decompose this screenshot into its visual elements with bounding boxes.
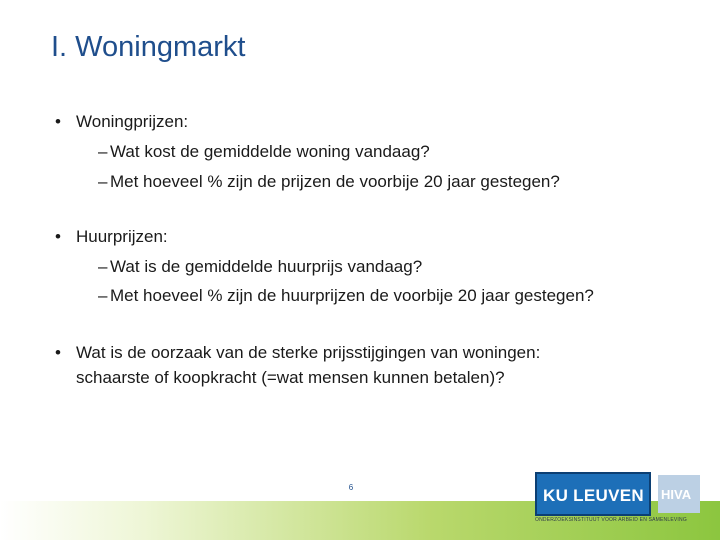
bullet-text-line-2: schaarste of koopkracht (=wat mensen kunnen betalen)? bbox=[76, 368, 505, 387]
ku-leuven-hiva-logo bbox=[535, 472, 701, 523]
ku-leuven-logo-text: KU LEUVEN bbox=[543, 486, 644, 505]
subitem-text: Met hoeveel % zijn de prijzen de voorbije 20 jaar gestegen? bbox=[110, 172, 560, 191]
subitem-text: Met hoeveel % zijn de huurprijzen de voorbije 20 jaar gestegen? bbox=[110, 286, 594, 305]
bullet-marker: • bbox=[55, 343, 61, 362]
hiva-logo bbox=[658, 475, 700, 513]
subitem-marker: – bbox=[98, 172, 108, 191]
page-number: 6 bbox=[348, 483, 354, 492]
bullet-marker: • bbox=[55, 227, 61, 246]
hiva-logo-text: HIVA bbox=[661, 487, 692, 502]
subitem-marker: – bbox=[98, 142, 108, 161]
logo-tagline: ONDERZOEKSINSTITUUT VOOR ARBEID EN SAMENLEVING bbox=[535, 517, 687, 523]
subitem-marker: – bbox=[98, 257, 108, 276]
bullet-text-line-1: Wat is de oorzaak van de sterke prijsstijgingen van woningen: bbox=[76, 343, 541, 362]
bullet-text: Woningprijzen: bbox=[76, 112, 189, 131]
ku-leuven-logo bbox=[535, 472, 651, 516]
subitem-marker: – bbox=[98, 286, 108, 305]
bullet-text: Huurprijzen: bbox=[76, 227, 168, 246]
slide-title: I. Woningmarkt bbox=[51, 31, 246, 63]
bullet-marker: • bbox=[55, 112, 61, 131]
subitem-text: Wat is de gemiddelde huurprijs vandaag? bbox=[110, 257, 423, 276]
subitem-text: Wat kost de gemiddelde woning vandaag? bbox=[110, 142, 430, 161]
